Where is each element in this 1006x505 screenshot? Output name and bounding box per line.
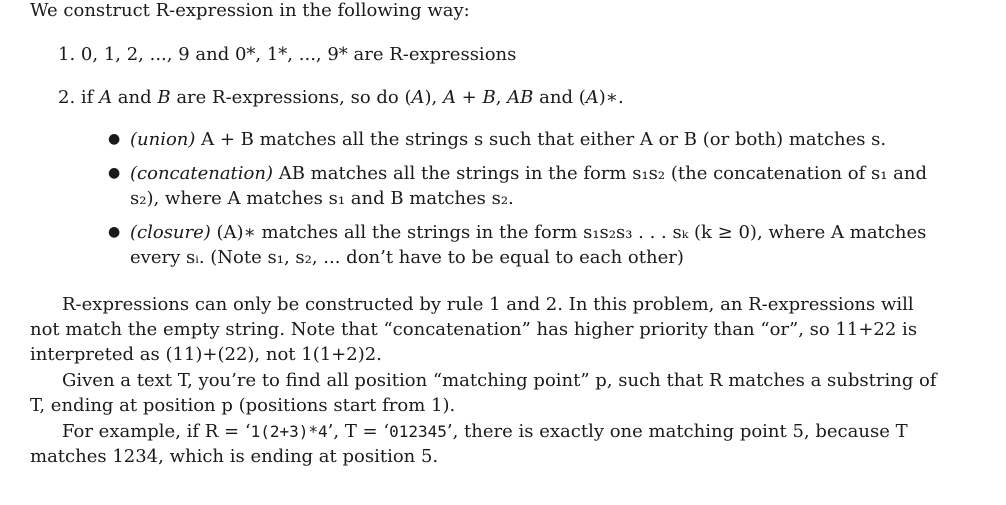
closure-line2: every sᵢ. (Note s₁, s₂, ... don’t have to be equal to each other) bbox=[130, 247, 684, 268]
rule-2-pre: if bbox=[80, 87, 100, 108]
closure-line1: (A)∗ matches all the strings in the form s₁s₂s₃ . . . sₖ (k ≥ 0), where A matches bbox=[210, 222, 927, 243]
intro-text: We construct R-expression in the following way: bbox=[30, 0, 470, 21]
bullet-closure bbox=[130, 222, 926, 244]
rule-2-number: 2. bbox=[58, 87, 76, 108]
rule-2-plus: + bbox=[455, 87, 483, 108]
rule-2-A2: A bbox=[411, 87, 425, 108]
rule-2-A: A bbox=[99, 87, 113, 108]
para3-line1 bbox=[62, 421, 908, 443]
bullet-union bbox=[130, 129, 886, 151]
para1-line3: interpreted as (11)+(22), not 1(1+2)2. bbox=[30, 344, 382, 365]
para1-line1: R-expressions can only be constructed by rule 1 and 2. In this problem, an R-expressions will bbox=[62, 294, 914, 315]
rule-2-B: B bbox=[157, 87, 171, 108]
concat-line2: s₂), where A matches s₁ and B matches s₂. bbox=[130, 188, 514, 209]
rule-2 bbox=[58, 87, 624, 109]
para1-line2: not match the empty string. Note that “concatenation” has higher priority than “or”, so 11+22 is bbox=[30, 319, 918, 340]
union-text: A + B matches all the strings s such that either A or B (or both) matches s. bbox=[195, 129, 887, 150]
rule-2-and: and bbox=[112, 87, 158, 108]
concat-line1: AB matches all the strings in the form s₁s₂ (the concatenation of s₁ and bbox=[273, 163, 927, 184]
para3-t-code: 012345 bbox=[389, 422, 447, 441]
rule-2-comma: , bbox=[495, 87, 508, 108]
para3-mid: ’, T = ‘ bbox=[327, 421, 390, 442]
para3-line2: matches 1234, which is ending at position 5. bbox=[30, 446, 439, 467]
rule-1-number: 1. bbox=[58, 44, 76, 65]
para2-line2: T, ending at position p (positions start from 1). bbox=[30, 395, 456, 416]
bullet-concat-dot: ● bbox=[108, 165, 121, 181]
para2-line1: Given a text T, you’re to find all position “matching point” p, such that R matches a substring of bbox=[62, 370, 937, 391]
rule-2-AB: AB bbox=[507, 87, 534, 108]
closure-term: (closure) bbox=[130, 222, 211, 243]
bullet-union-dot: ● bbox=[108, 131, 121, 147]
union-term: (union) bbox=[130, 129, 196, 150]
para3-pre: For example, if R = ‘ bbox=[62, 421, 251, 442]
bullet-concat bbox=[130, 163, 927, 185]
rule-2-end: )∗. bbox=[598, 87, 624, 108]
rule-2-B2: B bbox=[482, 87, 496, 108]
rule-1-text: 0, 1, 2, ..., 9 and 0*, 1*, ..., 9* are R-expressions bbox=[80, 44, 517, 65]
para3-post: ’, there is exactly one matching point 5, because T bbox=[446, 421, 908, 442]
para3-r-code: 1(2+3)*4 bbox=[250, 422, 328, 441]
rule-1 bbox=[58, 44, 516, 66]
rule-2-and2: and ( bbox=[533, 87, 586, 108]
bullet-closure-dot: ● bbox=[108, 224, 121, 240]
concat-term: (concatenation) bbox=[130, 163, 273, 184]
rule-2-post2: ), bbox=[424, 87, 443, 108]
rule-2-post1: are R-expressions, so do ( bbox=[170, 87, 412, 108]
rule-2-A3: A bbox=[442, 87, 456, 108]
rule-2-A4: A bbox=[585, 87, 599, 108]
